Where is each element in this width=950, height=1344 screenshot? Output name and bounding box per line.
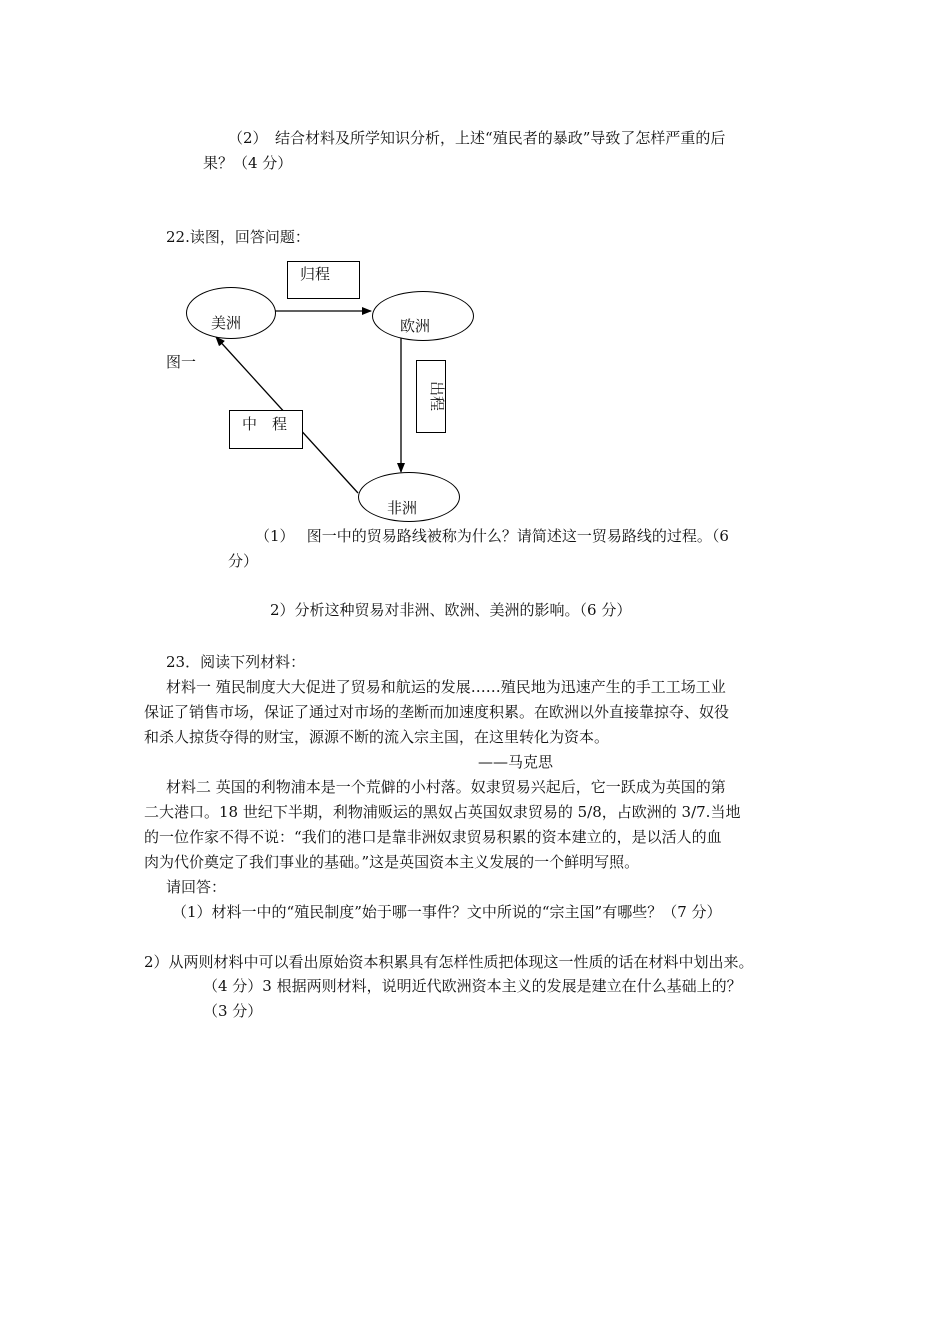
material1-source: ——马克思 [478, 753, 554, 771]
q22-part1-line2: 分） [228, 552, 259, 570]
q22-part2: 2）分析这种贸易对非洲、欧洲、美洲的影响。（6 分） [270, 601, 632, 619]
africa-label: 非洲 [387, 499, 418, 517]
middle-leg-box [229, 410, 303, 449]
middle-leg-label: 中 程 [242, 415, 288, 433]
q22-heading: 22.读图，回答问题： [166, 228, 310, 246]
outward-leg-label: 出程 [428, 381, 446, 412]
q23-part1: （1）材料一中的“殖民制度”始于哪一事件？文中所说的“宗主国”有哪些？（7 分） [172, 903, 722, 921]
q23-part3-line1: （4 分）3 根据两则材料，说明近代欧洲资本主义的发展是建立在什么基础上的？ [203, 977, 742, 995]
europe-node [372, 291, 474, 341]
return-leg-label: 归程 [300, 265, 331, 283]
material2-line: 的一位作家不得不说：“我们的港口是靠非洲奴隶贸易积累的资本建立的，是以活人的血 [144, 828, 722, 846]
material1-line: 和杀人掠货夺得的财宝，源源不断的流入宗主国，在这里转化为资本。 [144, 728, 610, 746]
figure-label: 图一 [166, 353, 197, 371]
q21-part2-line1: （2） 结合材料及所学知识分析，上述“殖民者的暴政”导致了怎样严重的后 [228, 129, 726, 147]
africa-node [358, 472, 460, 522]
material1-line: 保证了销售市场，保证了通过对市场的垄断而加速度积累。在欧洲以外直接靠掠夺、奴役 [144, 703, 730, 721]
outward-leg-box [416, 360, 446, 433]
material2-line: 二大港口。18 世纪下半期，利物浦贩运的黑奴占英国奴隶贸易的 5/8，占欧洲的 3/7.当地 [144, 803, 741, 821]
material2-line: 肉为代价奠定了我们事业的基础。”这是英国资本主义发展的一个鲜明写照。 [144, 853, 640, 871]
europe-label: 欧洲 [400, 317, 431, 335]
q22-part1-line1: （1） 图一中的贸易路线被称为什么？请简述这一贸易路线的过程。（6 [255, 527, 729, 545]
material1-line: 材料一 殖民制度大大促进了贸易和航运的发展……殖民地为迅速产生的手工工场工业 [166, 678, 726, 696]
answer-prompt: 请回答： [166, 878, 227, 896]
q23-part3-line2: （3 分） [203, 1002, 263, 1020]
q23-heading: 23．阅读下列材料： [166, 653, 306, 671]
q21-part2-line2: 果？（4 分） [203, 154, 293, 172]
america-node [186, 287, 276, 339]
material2-line: 材料二 英国的利物浦本是一个荒僻的小村落。奴隶贸易兴起后，它一跃成为英国的第 [166, 778, 726, 796]
return-leg-box [287, 261, 360, 299]
q23-part2: 2）从两则材料中可以看出原始资本积累具有怎样性质把体现这一性质的话在材料中划出来。 [144, 953, 754, 971]
america-label: 美洲 [211, 314, 242, 332]
